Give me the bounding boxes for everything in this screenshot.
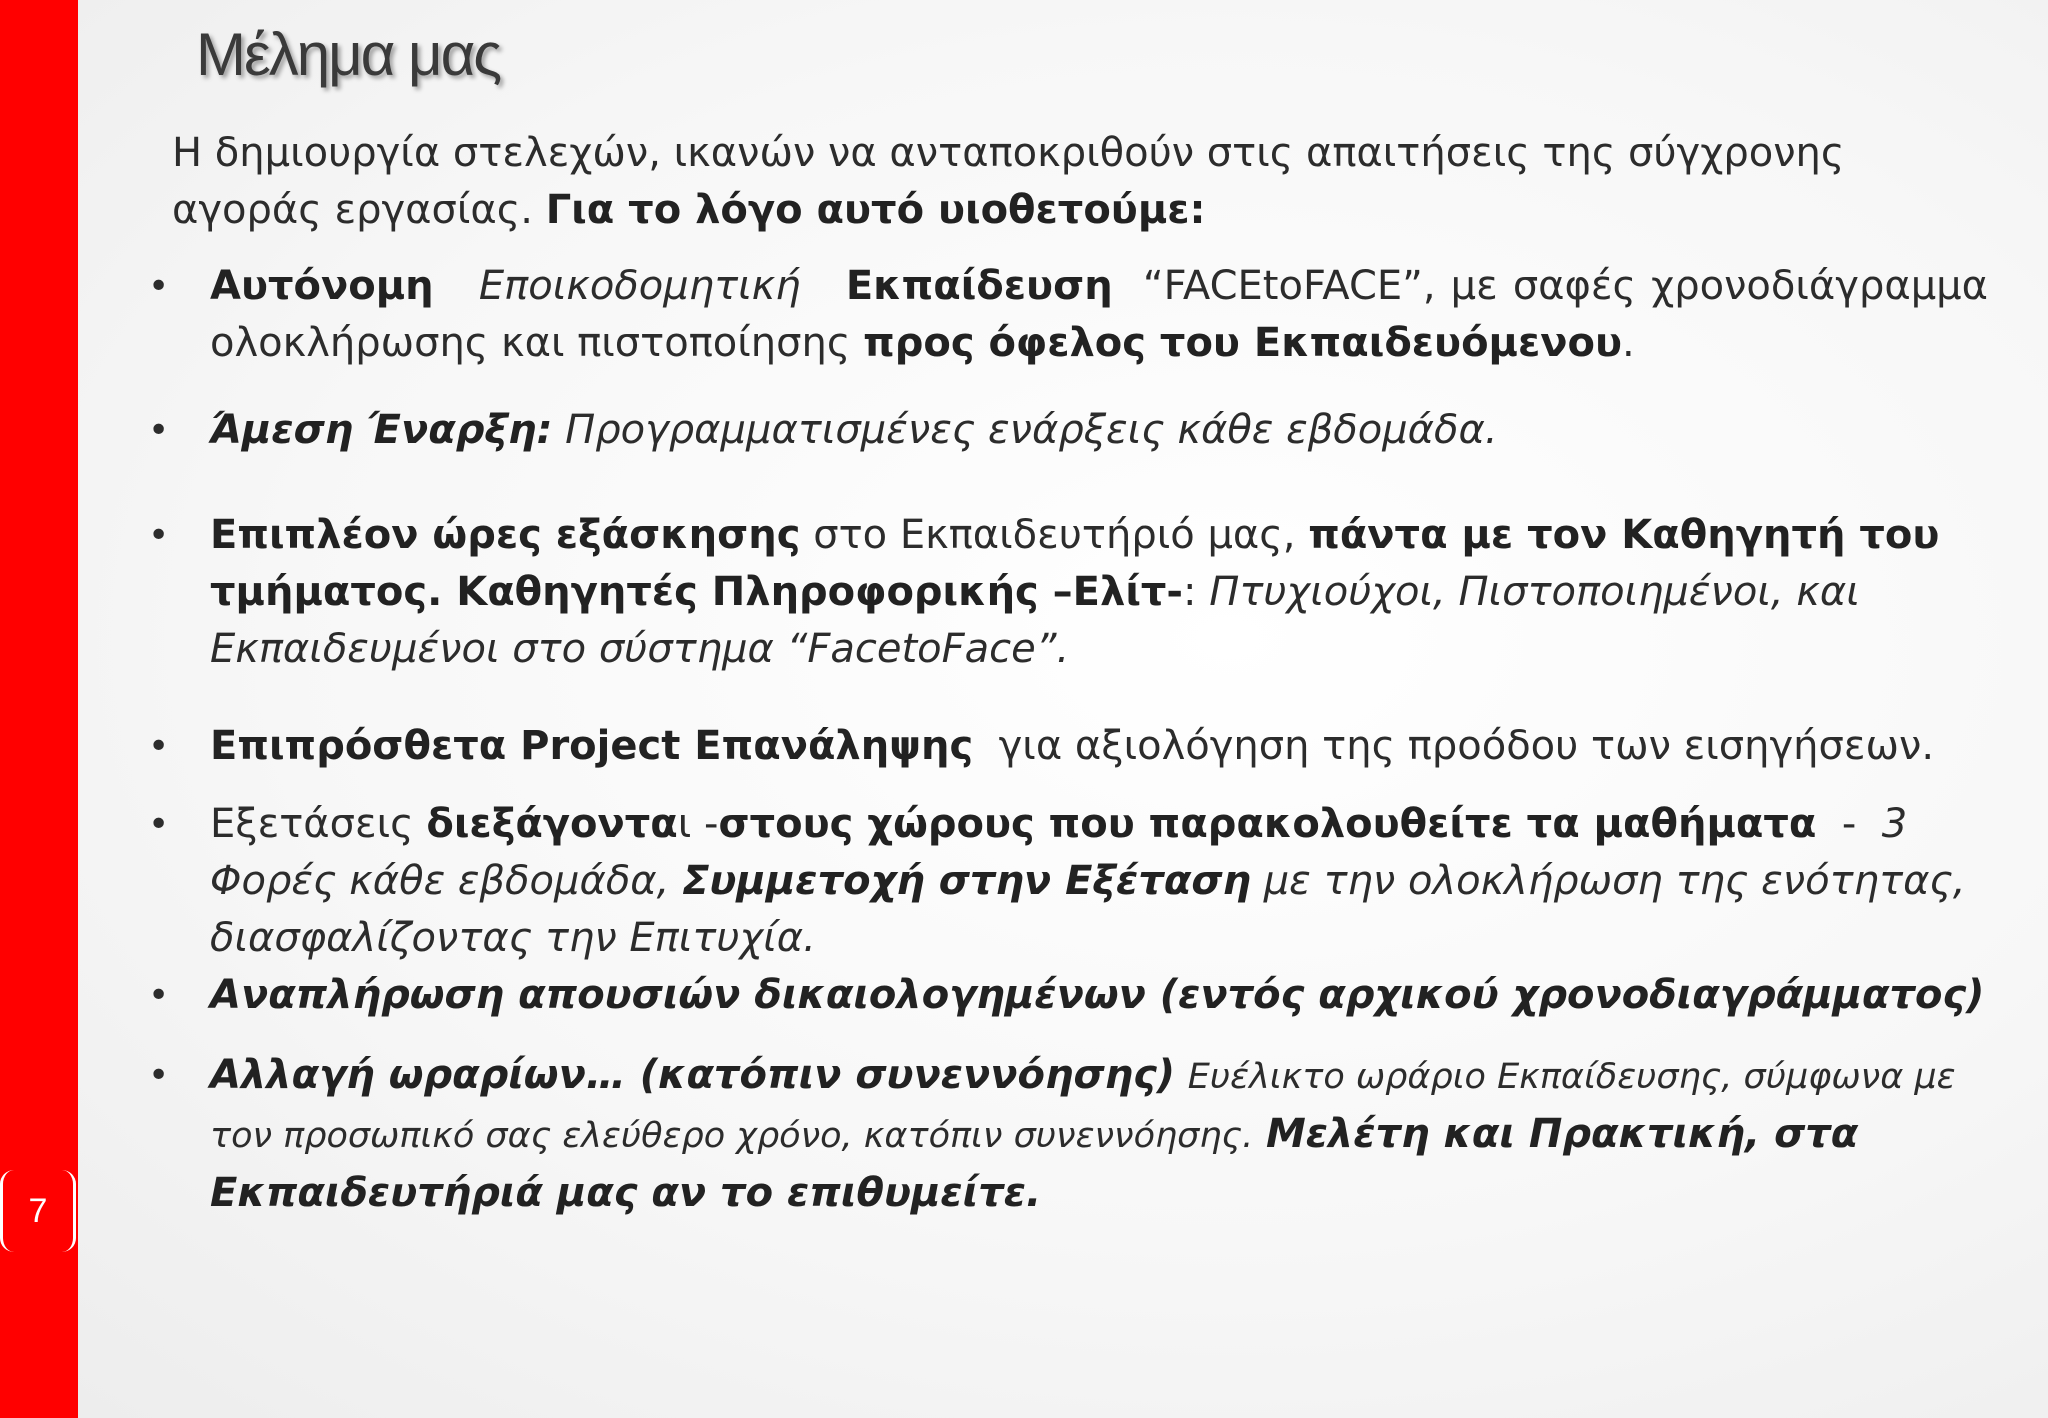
bullet-1-bold-2: Εκπαίδευση: [845, 263, 1113, 309]
bullet-dot: •: [148, 515, 170, 556]
bullet-1-italic: Εποικοδομητική: [478, 263, 801, 309]
bullet-3-text: στο Εκπαιδευτήριό μας,: [813, 512, 1296, 558]
bullet-2-italic: Προγραμματισμένες ενάρξεις κάθε εβδομάδα.: [565, 407, 1498, 453]
bullet-5-italic-2: με την ολοκλήρωση της ενότητας, διασφαλίζοντας την Επιτυχία.: [210, 858, 1966, 961]
bullet-6-bold-italic: Αναπλήρωση απουσιών δικαιολογημένων (εντός αρχικού χρονοδιαγράμματος): [210, 972, 1985, 1018]
bullet-7-bold-italic-2: Μελέτη και Πρακτική, στα Εκπαιδευτήριά μας αν το επιθυμείτε.: [210, 1111, 1859, 1216]
list-item: [148, 967, 1988, 1024]
bullet-dot: •: [148, 975, 170, 1016]
list-item: [148, 507, 1988, 678]
bullet-5-bold: διεξάγοντα: [426, 801, 678, 847]
bullet-dot: •: [148, 410, 170, 451]
intro-paragraph: [172, 125, 1992, 239]
bullet-1-bold-3: προς όφελος του Εκπαιδευόμενου: [863, 320, 1622, 366]
bullet-7-bold-italic: Αλλαγή ωραρίων… (κατόπιν συνεννόησης): [210, 1052, 1176, 1098]
intro-text: Η δημιουργία στελεχών, ικανών να ανταποκριθούν στις απαιτήσεις της σύγχρονης αγοράς εργασίας.: [172, 130, 1845, 233]
bullet-5-text: Εξετάσεις: [210, 801, 414, 847]
bullet-3-italic: Πτυχιούχοι, Πιστοποιημένοι, και Εκπαιδευμένοι στο σύστημα “FacetoFace”.: [210, 569, 1860, 672]
bullet-4-bold: Επιπρόσθετα Project Επανάληψης: [210, 723, 974, 769]
bullet-dot: •: [148, 266, 170, 307]
bullet-4-text: για αξιολόγηση της προόδου των εισηγήσεων.: [998, 723, 1935, 769]
bullet-dot: •: [148, 1055, 170, 1096]
list-item: [148, 1047, 1988, 1222]
bullet-5-bold-italic: Συμμετοχή στην Εξέταση: [682, 858, 1251, 904]
bullet-1-period: .: [1622, 320, 1635, 366]
list-item: [148, 258, 1988, 372]
bullet-5-italic: 3 Φορές κάθε εβδομάδα,: [210, 801, 1908, 904]
bullet-1-text: “FACEtoFACE”, με σαφές χρονοδιάγραμμα ολοκλήρωσης και πιστοποίησης: [210, 263, 1988, 366]
list-item: [148, 402, 1988, 459]
bullet-3-bold: Επιπλέον ώρες εξάσκησης: [210, 512, 801, 558]
bullet-dot: •: [148, 726, 170, 767]
bullet-list: [148, 258, 1988, 1222]
bullet-5-text-2: ι -: [677, 801, 719, 847]
bullet-3-colon: :: [1183, 569, 1197, 615]
slide-number: 7: [0, 1170, 76, 1252]
intro-bold-text: Για το λόγο αυτό υιοθετούμε:: [545, 187, 1206, 233]
list-item: [148, 718, 1988, 775]
bullet-5-bold-2: στους χώρους που παρακολουθείτε τα μαθήματα: [718, 801, 1817, 847]
bullet-1-bold: Αυτόνομη: [210, 263, 434, 309]
slide-title: Μέλημα μας: [196, 21, 501, 88]
bullet-dot: •: [148, 804, 170, 845]
bullet-3-bold-2: πάντα με τον Καθηγητή του τμήματος. Καθηγητές Πληροφορικής –Ελίτ-: [210, 512, 1940, 615]
bullet-2-bold-italic: Άμεση Έναρξη:: [210, 407, 553, 453]
bullet-7-italic: Ευέλικτο ωράριο Εκπαίδευσης, σύμφωνα με τον προσωπικό σας ελεύθερο χρόνο, κατόπιν συνεννόησης.: [210, 1057, 1956, 1156]
bullet-5-dash: -: [1841, 801, 1857, 847]
list-item: [148, 796, 1988, 967]
